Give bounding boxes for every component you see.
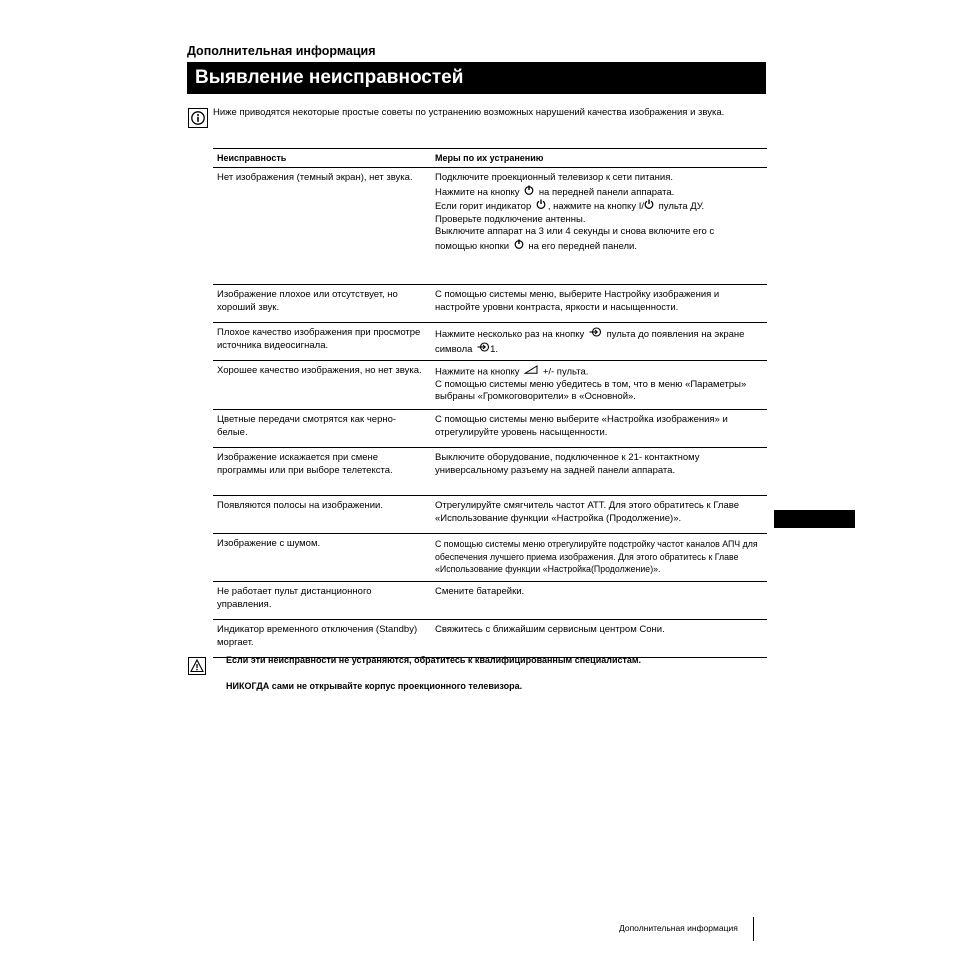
section-label: Дополнительная информация — [187, 44, 376, 58]
problem-cell: Нет изображения (темный экран), нет звука. — [213, 168, 427, 285]
remedy-line: Проверьте подключение антенны. — [435, 213, 586, 225]
standby-icon — [644, 199, 654, 214]
remedy-cell: Выключите оборудование, подключенное к 21- контактному универсальному разъему на задней панели аппарата. — [427, 448, 767, 496]
remedy-text: Нажмите на кнопку — [435, 186, 520, 198]
remedy-text: на передней панели аппарата. — [538, 186, 675, 198]
footer-divider — [753, 917, 754, 941]
remedy-line — [435, 185, 763, 200]
problem-cell: Не работает пульт дистанционного управления. — [213, 582, 427, 620]
remedy-cell — [427, 168, 767, 285]
remedy-line — [435, 199, 763, 214]
remedy-line — [435, 327, 763, 342]
table-row — [213, 285, 767, 323]
problem-cell: Изображение искажается при смене программы или при выборе телетекста. — [213, 448, 427, 496]
table-row — [213, 582, 767, 620]
table-row — [213, 620, 767, 658]
remedy-text: помощью кнопки — [435, 240, 510, 252]
footer-label: Дополнительная информация — [619, 923, 738, 933]
table-row — [213, 168, 767, 285]
remedy-cell: С помощью системы меню отрегулируйте подстройку частот каналов АПЧ для обеспечения лучшего приема изображения. Для этого обратитесь к Главе «Использование функции «Настройка(Продолжение)». — [427, 534, 767, 582]
remedy-text: Нажмите на кнопку — [435, 366, 520, 378]
remedy-text: пульта до появления на экране — [606, 328, 745, 340]
power-icon — [514, 239, 524, 254]
problem-cell: Изображение с шумом. — [213, 534, 427, 582]
table-row — [213, 534, 767, 582]
table-row — [213, 361, 767, 410]
remedy-cell — [427, 361, 767, 410]
input-source-icon — [589, 327, 602, 342]
section-side-tab — [774, 510, 855, 528]
table-row — [213, 323, 767, 361]
power-icon — [524, 185, 534, 200]
problem-cell: Плохое качество изображения при просмотре источника видеосигнала. — [213, 323, 427, 361]
column-header-remedy: Меры по их устранению — [427, 149, 767, 168]
page-title: Выявление неисправностей — [187, 62, 766, 94]
remedy-cell: Отрегулируйте смягчитель частот ATT. Для этого обратитесь к Главе «Использование функции «Настройка (Продолжение)». — [427, 496, 767, 534]
remedy-cell — [427, 323, 767, 361]
volume-icon — [524, 365, 538, 379]
remedy-text: С помощью системы меню убедитесь в том, что в меню «Параметры» выбраны «Громкоговорители» в «Основной». — [435, 378, 747, 403]
remedy-text: 1. — [490, 343, 499, 355]
remedy-cell: Смените батарейки. — [427, 582, 767, 620]
remedy-cell: Свяжитесь с ближайшим сервисным центром Сони. — [427, 620, 767, 658]
remedy-line — [435, 239, 763, 254]
troubleshooting-table — [213, 148, 767, 658]
table-row — [213, 448, 767, 496]
remedy-text: +/- пульта. — [542, 366, 589, 378]
problem-cell: Хорошее качество изображения, но нет звука. — [213, 361, 427, 410]
remedy-text: символа — [435, 343, 473, 355]
info-icon — [188, 108, 208, 128]
remedy-cell: С помощью системы меню выберите «Настройка изображения» и отрегулируйте уровень насыщенности. — [427, 410, 767, 448]
remedy-text: пульта ДУ. — [658, 200, 705, 212]
column-header-problem: Неисправность — [213, 149, 427, 168]
problem-cell: Изображение плохое или отсутствует, но хороший звук. — [213, 285, 427, 323]
remedy-line: Подключите проекционный телевизор к сети питания. — [435, 172, 674, 183]
warning-text: НИКОГДА сами не открывайте корпус проекционного телевизора. — [226, 681, 523, 691]
standby-icon — [536, 199, 546, 214]
table-row — [213, 496, 767, 534]
remedy-line: Выключите аппарат на 3 или 4 секунды и снова включите его с — [435, 226, 715, 237]
warning-text: Если эти неисправности не устраняются, обратитесь к квалифицированным специалистам. — [226, 655, 642, 665]
table-row — [213, 410, 767, 448]
intro-text: Ниже приводятся некоторые простые советы по устранению возможных нарушений качества изображения и звука. — [213, 107, 725, 118]
remedy-text: на его передней панели. — [528, 240, 637, 252]
problem-cell: Появляются полосы на изображении. — [213, 496, 427, 534]
remedy-line — [435, 342, 763, 357]
table-header-row — [213, 149, 767, 168]
remedy-text: , нажмите на кнопку I/ — [547, 200, 644, 212]
input-source-icon — [477, 342, 490, 357]
warning-triangle-icon — [188, 657, 206, 675]
remedy-text: Нажмите несколько раз на кнопку — [435, 328, 585, 340]
problem-cell: Индикатор временного отключения (Standby) моргает. — [213, 620, 427, 658]
problem-cell: Цветные передачи смотрятся как черно-белые. — [213, 410, 427, 448]
remedy-cell: С помощью системы меню, выберите Настройку изображения и настройте уровни контраста, яркости и насыщенности. — [427, 285, 767, 323]
remedy-text: Если горит индикатор — [435, 200, 532, 212]
remedy-line — [435, 365, 763, 379]
